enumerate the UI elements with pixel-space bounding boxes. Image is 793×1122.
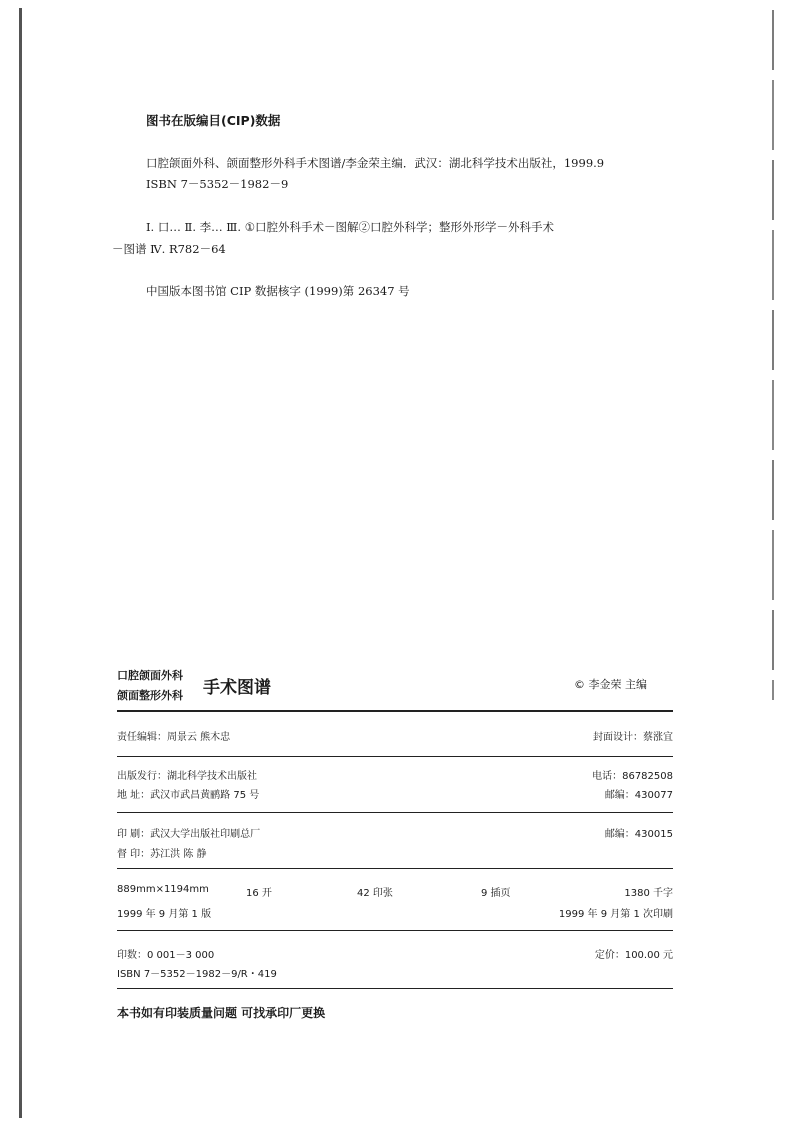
divider: [117, 710, 673, 712]
book-title-main: 手术图谱: [203, 678, 271, 698]
book-title-part-b: 颌面整形外科: [117, 689, 183, 702]
isbn-full: ISBN 7－5352－1982－9/R・419: [117, 969, 277, 980]
printer-postcode: 邮编：430015: [604, 829, 673, 840]
divider: [117, 988, 673, 989]
cip-description: 口腔颌面外科、颌面整形外科手术图谱/李金荣主编．武汉：湖北科学技术出版社，1999.9: [146, 156, 605, 170]
cip-isbn: ISBN 7－5352－1982－9: [146, 177, 289, 191]
divider: [117, 930, 673, 931]
divider: [117, 756, 673, 757]
divider: [117, 812, 673, 813]
print-run: 印数：0 001－3 000: [117, 950, 215, 961]
publisher-phone: 电话：86782508: [592, 771, 673, 782]
price: 定价：100.00 元: [594, 950, 673, 961]
copyright-editor: © 李金荣 主编: [574, 678, 647, 691]
scan-edge-left: [19, 8, 22, 1118]
insert-pages: 9 插页: [481, 888, 511, 899]
print-supervisor: 督 印：苏江洪 陈 静: [117, 849, 207, 860]
scan-edge-right: [772, 10, 774, 700]
printing: 1999 年 9 月第 1 次印刷: [558, 909, 673, 920]
quality-notice: 本书如有印装质量问题 可找承印厂更换: [117, 1006, 326, 1020]
cip-subject-line-1: Ⅰ. 口… Ⅱ. 李… Ⅲ. ①口腔外科手术－图解②口腔外科学；整形外形学－外科手术: [146, 220, 554, 234]
paper-size: 889mm×1194mm: [117, 884, 209, 895]
publisher-postcode: 邮编：430077: [604, 790, 673, 801]
cip-record: 中国版本图书馆 CIP 数据核字 (1999)第 26347 号: [146, 284, 410, 298]
word-count: 1380 千字: [624, 888, 673, 899]
cip-subject-line-2: －图谱 Ⅳ. R782－64: [112, 242, 226, 256]
book-title-part-a: 口腔颌面外科: [117, 669, 183, 682]
publisher-address: 地 址：武汉市武昌黄鹂路 75 号: [117, 790, 260, 801]
book-format: 16 开: [246, 888, 272, 899]
responsible-editors: 责任编辑：周景云 熊木忠: [117, 732, 231, 743]
print-sheets: 42 印张: [357, 888, 393, 899]
edition: 1999 年 9 月第 1 版: [117, 909, 212, 920]
cip-heading: 图书在版编目(CIP)数据: [146, 113, 281, 128]
publisher: 出版发行：湖北科学技术出版社: [117, 771, 257, 782]
printer: 印 刷：武汉大学出版社印刷总厂: [117, 829, 261, 840]
cover-designer: 封面设计：蔡涨宜: [593, 732, 673, 743]
divider: [117, 868, 673, 869]
